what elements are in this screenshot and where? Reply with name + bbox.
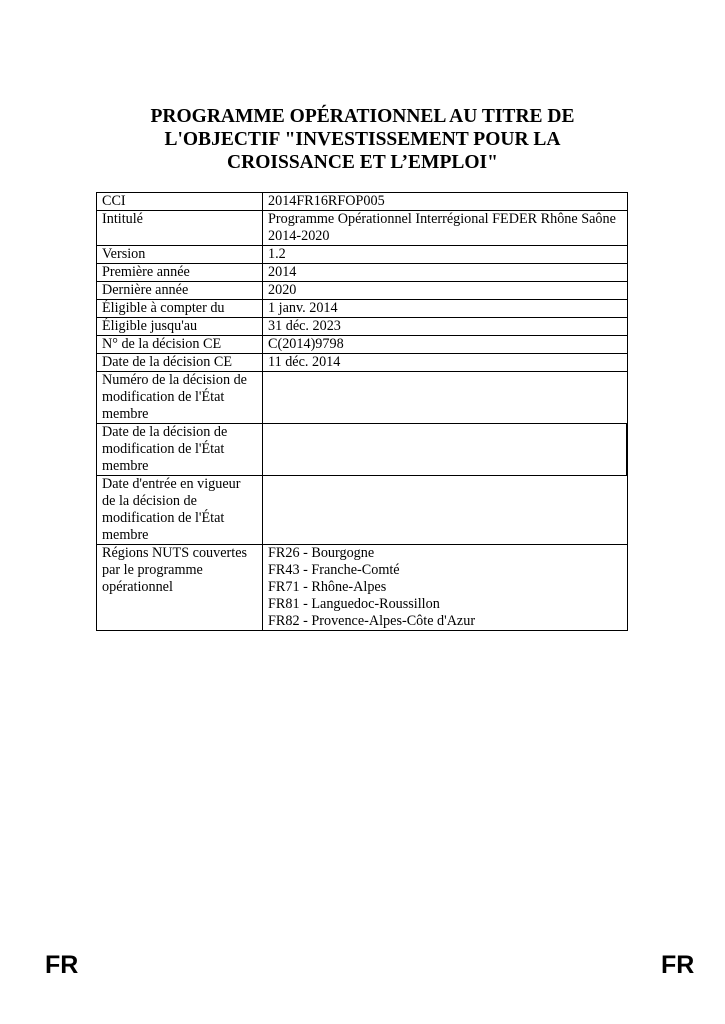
row-label — [97, 193, 263, 211]
region-item: FR81 - Languedoc-Roussillon — [268, 596, 440, 612]
label-text: CCI — [102, 193, 126, 209]
region-item: FR71 - Rhône-Alpes — [268, 579, 387, 595]
table-row-premiere-annee — [97, 264, 628, 282]
label-text: membre — [102, 406, 149, 422]
row-value — [263, 336, 628, 354]
table-row-cci — [97, 193, 628, 211]
row-value — [263, 372, 628, 424]
value-text: 1 janv. 2014 — [268, 300, 338, 316]
row-value — [263, 424, 628, 476]
region-item: FR82 - Provence-Alpes-Côte d'Azur — [268, 613, 476, 629]
row-value — [263, 318, 628, 336]
label-text: Date de la décision de — [102, 424, 228, 440]
row-value — [263, 264, 628, 282]
table-row-date-modification — [97, 424, 628, 476]
region-item: FR43 - Franche-Comté — [268, 562, 400, 578]
document-title — [100, 105, 625, 174]
row-label — [97, 318, 263, 336]
row-value — [263, 246, 628, 264]
label-text: Première année — [102, 264, 190, 280]
value-text: 2020 — [268, 282, 297, 298]
row-label — [97, 424, 263, 476]
label-text: modification de l'État — [102, 441, 225, 457]
row-label — [97, 545, 263, 631]
row-value — [263, 545, 628, 631]
table-row-version — [97, 246, 628, 264]
row-label — [97, 300, 263, 318]
row-label — [97, 282, 263, 300]
row-label — [97, 354, 263, 372]
label-text: Date de la décision CE — [102, 354, 233, 370]
row-value — [263, 211, 628, 246]
label-text: opérationnel — [102, 579, 173, 595]
label-text: par le programme — [102, 562, 203, 578]
table-row-intitule — [97, 211, 628, 246]
label-text: Numéro de la décision de — [102, 372, 247, 388]
row-label — [97, 372, 263, 424]
value-text: 2014 — [268, 264, 297, 280]
value-text: Programme Opérationnel Interrégional FEDER Rhône Saône 2014-2020 — [268, 211, 616, 244]
label-text: modification de l'État — [102, 510, 225, 526]
table-row-date-decision — [97, 354, 628, 372]
row-value — [263, 354, 628, 372]
label-text: Version — [102, 246, 146, 262]
label-text: Régions NUTS couvertes — [102, 545, 248, 561]
row-label — [97, 476, 263, 545]
label-text: modification de l'État — [102, 389, 225, 405]
table-row-entree-vigueur — [97, 476, 628, 545]
value-text: C(2014)9798 — [268, 336, 344, 352]
value-text: 2014FR16RFOP005 — [268, 193, 385, 209]
table-row-eligible-fin — [97, 318, 628, 336]
table-row-eligible-debut — [97, 300, 628, 318]
value-text: 1.2 — [268, 246, 286, 262]
row-label — [97, 336, 263, 354]
value-text: 31 déc. 2023 — [268, 318, 341, 334]
row-value — [263, 300, 628, 318]
label-text: Dernière année — [102, 282, 189, 298]
programme-info-table — [96, 192, 628, 631]
label-text: Éligible à compter du — [102, 300, 225, 316]
region-item: FR26 - Bourgogne — [268, 545, 375, 561]
row-label — [97, 211, 263, 246]
row-value — [263, 476, 628, 545]
table-row-numero-decision — [97, 336, 628, 354]
footer-language-left: FR — [45, 951, 79, 979]
table-row-numero-modification — [97, 372, 628, 424]
label-text: N° de la décision CE — [102, 336, 222, 352]
table-row-derniere-annee — [97, 282, 628, 300]
label-text: membre — [102, 527, 149, 543]
title-line: PROGRAMME OPÉRATIONNEL AU TITRE DE — [150, 106, 575, 127]
footer-language-right: FR — [661, 951, 695, 979]
label-text: Intitulé — [102, 211, 143, 227]
table-row-regions-nuts — [97, 545, 628, 631]
row-value — [263, 193, 628, 211]
title-line: L'OBJECTIF "INVESTISSEMENT POUR LA — [164, 129, 561, 150]
row-label — [97, 246, 263, 264]
value-text: 11 déc. 2014 — [268, 354, 341, 370]
label-text: membre — [102, 458, 149, 474]
label-text: Date d'entrée en vigueur — [102, 476, 241, 492]
row-value — [263, 282, 628, 300]
row-label — [97, 264, 263, 282]
label-text: Éligible jusqu'au — [102, 318, 198, 334]
label-text: de la décision de — [102, 493, 197, 509]
title-line: CROISSANCE ET L’EMPLOI" — [227, 152, 498, 173]
